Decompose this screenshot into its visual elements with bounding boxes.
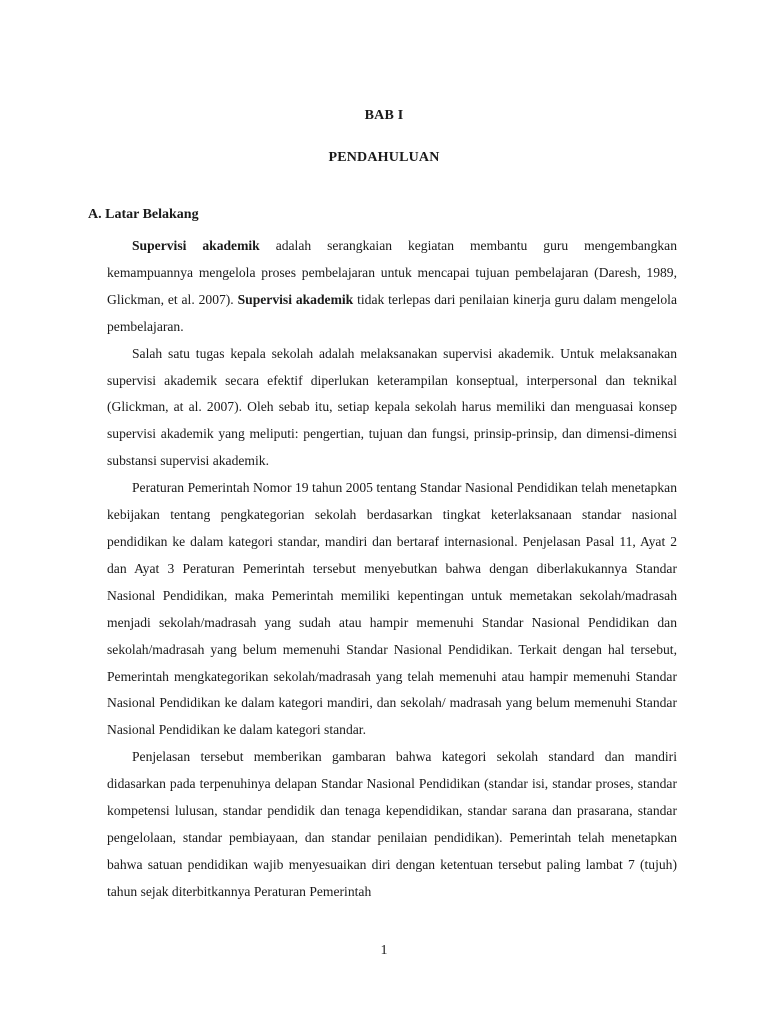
term-bold: Supervisi akademik [132,238,260,253]
chapter-number: BAB I [364,108,404,123]
paragraph-3: Peraturan Pemerintah Nomor 19 tahun 2005 tentang Standar Nasional Pendidikan telah menetapkan kebijakan tentang pengkategorian sekolah berdasarkan tingkat keterlaksanaan standar nasional pendidikan ke dalam kategori standar, mandiri dan bertaraf internasional. Penjelasan Pasal 11, Ayat 2 dan Ayat 3 Peraturan Pemerintah tersebut menyebutkan bahwa dengan diberlakukannya Standar Nasional Pendidikan, maka Pemerintah memiliki kepentingan untuk memetakan sekolah/madrasah menjadi sekolah/madrasah yang sudah atau hampir memenuhi Standar Nasional Pendidikan dan sekolah/madrasah yang belum memenuhi Standar Nasional Pendidikan. Terkait dengan hal tersebut, Pemerintah mengkategorikan sekolah/madrasah yang telah memenuhi atau hampir memenuhi Standar Nasional Pendidikan ke dalam kategori mandiri, dan sekolah/ madrasah yang belum memenuhi Standar Nasional Pendidikan ke dalam kategori standar. [107,480,677,738]
term-bold: Supervisi akademik [237,291,354,307]
paragraph-4: Penjelasan tersebut memberikan gambaran bahwa kategori sekolah standard dan mandiri didasarkan pada terpenuhinya delapan Standar Nasional Pendidikan (standar isi, standar proses, standar kompetensi lulusan, standar pendidik dan tenaga kependidikan, standar sarana dan prasarana, standar pengelolaan, standar pembiayaan, dan standar penilaian pendidikan). Pemerintah telah menetapkan bahwa satuan pendidikan wajib menyesuaikan diri dengan ketentuan tersebut paling lambat 7 (tujuh) tahun sejak diterbitkannya Peraturan Pemerintah [107,749,677,899]
body-text [107,233,677,906]
paragraph-2: Salah satu tugas kepala sekolah adalah melaksanakan supervisi akademik. Untuk melaksanakan supervisi akademik secara efektif diperlukan keterampilan konseptual, interpersonal dan teknikal (Glickman, at al. 2007). Oleh sebab itu, setiap kepala sekolah harus memiliki dan menguasai konsep supervisi akademik yang meliputi: pengertian, tujuan dan fungsi, prinsip-prinsip, dan dimensi-dimensi substansi supervisi akademik. [107,345,677,469]
page-number: 1 [380,943,388,958]
paragraph-1 [107,233,677,341]
paragraph-text: adalah serangkaian kegiatan membantu guru mengembangkan kemampuannya mengelola proses pembelajaran untuk mencapai tujuan pembelajaran (Daresh, 1989, Glickman, et al. 2007). [107,238,677,307]
section-heading: A. Latar Belakang [88,207,199,222]
chapter-title: PENDAHULUAN [328,150,440,165]
paragraph-text: tidak terlepas dari penilaian kinerja guru dalam mengelola pembelajaran. [107,291,677,334]
